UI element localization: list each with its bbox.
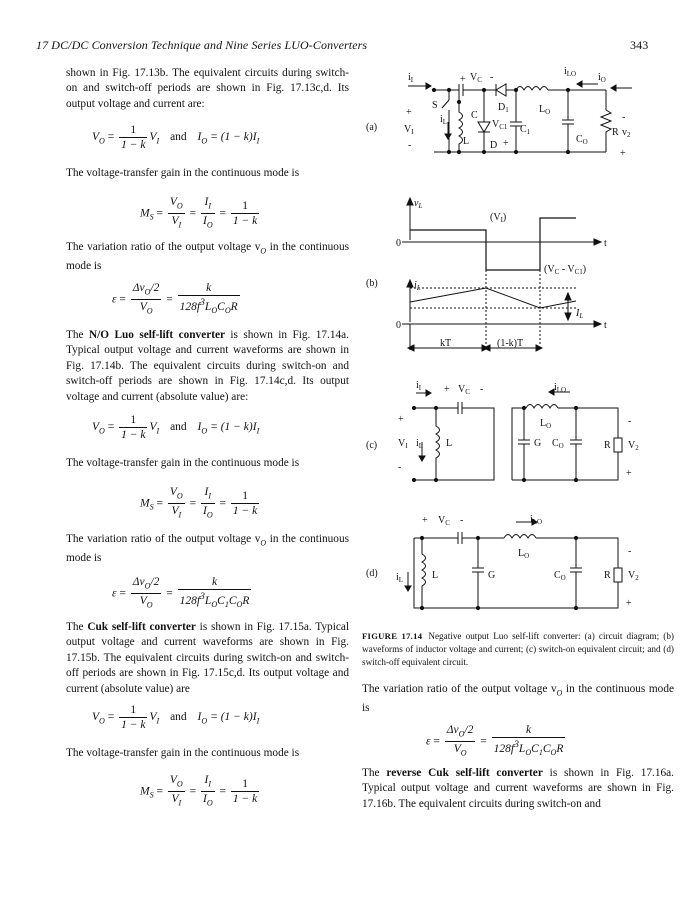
paragraph-2: The voltage-transfer gain in the continuous mode is — [66, 167, 300, 179]
label-co-c: $C_O$ — [552, 438, 564, 450]
label-1-k-t: (1-k)T — [497, 338, 524, 349]
label-minus-out-d: - — [628, 546, 632, 557]
right-paragraph-1: The variation ratio of the output voltage $v_O$ in the continuous mode is — [362, 683, 674, 714]
label-v2-a: $v_2$ — [622, 127, 631, 139]
label-t-b2: t — [604, 320, 607, 331]
panel-label-b: (b) — [366, 278, 378, 289]
equation-ripple-1: ε = $\frac{\Delta v_O/2}{V_O}$ = $\frac{k}{128f^3L_OC_OR}$ — [112, 282, 238, 316]
label-kt: kT — [440, 338, 452, 349]
label-g-d: G — [488, 570, 496, 581]
label-il-c: $i_L$ — [416, 438, 424, 450]
equation-ripple-3: ε = $\frac{\Delta v_O/2}{V_O}$ = $\frac{k}{128f^3L_OC_1C_OR}$ — [426, 724, 564, 758]
label-ilo-d: $i_{LO}$ — [530, 514, 543, 526]
label-il-d: $i_L$ — [396, 572, 404, 584]
label-r-a: R — [612, 127, 619, 138]
label-minus-out-c: - — [628, 416, 632, 427]
paragraph-6: The variation ratio of the output voltage $v_O$ in the continuous mode is — [66, 533, 350, 564]
label-r-d: R — [604, 570, 611, 581]
label-plus-d-a: + — [503, 138, 509, 149]
label-co-a: $C_O$ — [576, 134, 588, 146]
paragraph-7: The Cuk self-lift converter is shown in Fig. 17.15a. Typical output voltage and current waveforms are shown in Fig. 17.15b. The equivalent circuits during switch-on and switch-off periods are shown in Fig. 17.15c,d. Its output voltage and current (absolute value) are — [66, 621, 350, 695]
paragraph-5: The voltage-transfer gain in the continuous mode is — [66, 457, 300, 469]
equation-gain-1: $M_S$ = $\frac{V_O}{V_I}$ = $\frac{I_I}{I_O}$ = $\frac{1}{1 - k}$ — [140, 196, 258, 230]
figure-caption: FIGURE 17.14 Negative output Luo self-lift converter: (a) circuit diagram; (b) waveforms of inductor voltage and current; (c) switch-on equivalent circuit; and (d) switch-off equivalent circuit. — [362, 631, 674, 667]
label-minus-in-c: - — [398, 462, 402, 473]
label-plus-cap-d: + — [422, 515, 428, 526]
figure-17-14 — [356, 60, 686, 620]
label-t-b1: t — [604, 238, 607, 249]
label-plus-in-a: + — [406, 107, 412, 118]
label-neg-level: $(V_C - V_{C1})$ — [544, 264, 587, 276]
right-paragraph-2: The reverse Cuk self-lift converter is shown in Fig. 17.16a. Typical output voltage and current waveforms are shown in Fig. 17.16b. The equivalent circuits during switch-on and — [362, 767, 674, 810]
label-ilo-c: $i_{LO}$ — [554, 382, 567, 394]
paragraph-8: The voltage-transfer gain in the continuous mode is — [66, 747, 300, 759]
circuit-d — [366, 514, 639, 610]
label-g-c: G — [534, 438, 542, 449]
label-zero-b2: 0 — [396, 320, 401, 331]
label-minus-out-a: - — [622, 112, 626, 123]
label-plus-cap-c: + — [444, 384, 450, 395]
label-vi-c: $V_I$ — [398, 438, 408, 450]
circuit-c — [366, 380, 639, 482]
paragraph-4: The N/O Luo self-lift converter is shown in Fig. 17.14a. Typical output voltage and current waveforms are shown in Fig. 17.14b. The equivalent circuits during switch-on and switch-off periods are shown in Fig. 17.14c,d. Its output voltage and current (absolute value) are: — [66, 329, 349, 403]
label-vi-level: $(V_I)$ — [490, 212, 507, 224]
label-l-a: L — [463, 136, 470, 147]
waveform-b — [366, 198, 607, 351]
label-s: S — [432, 100, 438, 111]
label-plus-out-c: + — [626, 468, 632, 479]
label-minus-cap-c: - — [480, 384, 484, 395]
label-v2-d: $V_2$ — [628, 570, 639, 582]
label-plus-a: + — [460, 74, 466, 85]
label-io-a: $i_O$ — [598, 72, 606, 84]
label-v2-c: $V_2$ — [628, 440, 639, 452]
panel-label-a: (a) — [366, 122, 378, 133]
label-vi-a: $V_I$ — [404, 124, 414, 136]
label-l-d: L — [432, 570, 439, 581]
circuit-a — [366, 66, 632, 159]
label-lo-c: $L_O$ — [540, 418, 552, 430]
label-il-a: $i_L$ — [440, 114, 448, 126]
paragraph-1: shown in Fig. 17.13b. The equivalent circuits during switch-on and switch-off periods are shown in Fig. 17.13c,d. Its output voltage and current are: — [66, 67, 349, 110]
label-vl-b: $v_L$ — [414, 198, 423, 210]
equation-vo-io-1: $V_O$ = $\frac{1}{1 - k}$ $V_I$ and $I_O = (1 - k)I_I$ — [92, 124, 260, 151]
equation-gain-2: $M_S$ = $\frac{V_O}{V_I}$ = $\frac{I_I}{I_O}$ = $\frac{1}{1 - k}$ — [140, 486, 258, 520]
label-delta-il: $I_L$ — [576, 308, 584, 320]
equation-ripple-2: ε = $\frac{\Delta v_O/2}{V_O}$ = $\frac{k}{128f^3L_OC_1C_OR}$ — [112, 576, 250, 610]
label-c-a: C — [471, 110, 478, 121]
running-header: 17 DC/DC Conversion Technique and Nine Series LUO-Converters — [36, 38, 368, 52]
label-d-a: D — [490, 140, 498, 151]
label-r-c: R — [604, 440, 611, 451]
label-plus-out-a: + — [620, 148, 626, 159]
label-plus-out-d: + — [626, 598, 632, 609]
panel-label-d: (d) — [366, 568, 378, 579]
label-minus-cap-d: - — [460, 515, 464, 526]
label-lo-a: $L_O$ — [539, 104, 551, 116]
label-ilo-a: $i_{LO}$ — [564, 66, 577, 78]
label-ii-a: $i_I$ — [408, 72, 414, 84]
page-number: 343 — [630, 38, 649, 52]
label-d1: $D_1$ — [498, 102, 509, 114]
label-plus-in-c: + — [398, 414, 404, 425]
label-ii-c: $i_I$ — [416, 380, 422, 392]
panel-label-c: (c) — [366, 440, 378, 451]
label-vc-a: $V_C$ — [470, 72, 482, 84]
label-vc-c: $V_C$ — [458, 384, 470, 396]
equation-gain-3: $M_S$ = $\frac{V_O}{V_I}$ = $\frac{I_I}{I_O}$ = $\frac{1}{1 - k}$ — [140, 774, 258, 808]
label-co-d: $C_O$ — [554, 570, 566, 582]
equation-vo-io-3: $V_O$ = $\frac{1}{1 - k}$ $V_I$ and $I_O = (1 - k)I_I$ — [92, 704, 260, 731]
paragraph-3: The variation ratio of the output voltage $v_O$ in the continuous mode is — [66, 241, 350, 272]
label-vc1-a: $V_{C1}$ — [492, 119, 508, 131]
label-lo-d: $L_O$ — [518, 548, 530, 560]
label-l-c: L — [446, 438, 453, 449]
equation-vo-io-2: $V_O$ = $\frac{1}{1 - k}$ $V_I$ and $I_O = (1 - k)I_I$ — [92, 414, 260, 441]
label-c1-a: $C_1$ — [520, 124, 531, 136]
label-minus-a: - — [490, 72, 494, 83]
label-il-b: $i_L$ — [414, 280, 421, 292]
label-minus-in-a: - — [408, 140, 412, 151]
label-vc-d: $V_C$ — [438, 515, 450, 527]
label-zero-b1: 0 — [396, 238, 401, 249]
